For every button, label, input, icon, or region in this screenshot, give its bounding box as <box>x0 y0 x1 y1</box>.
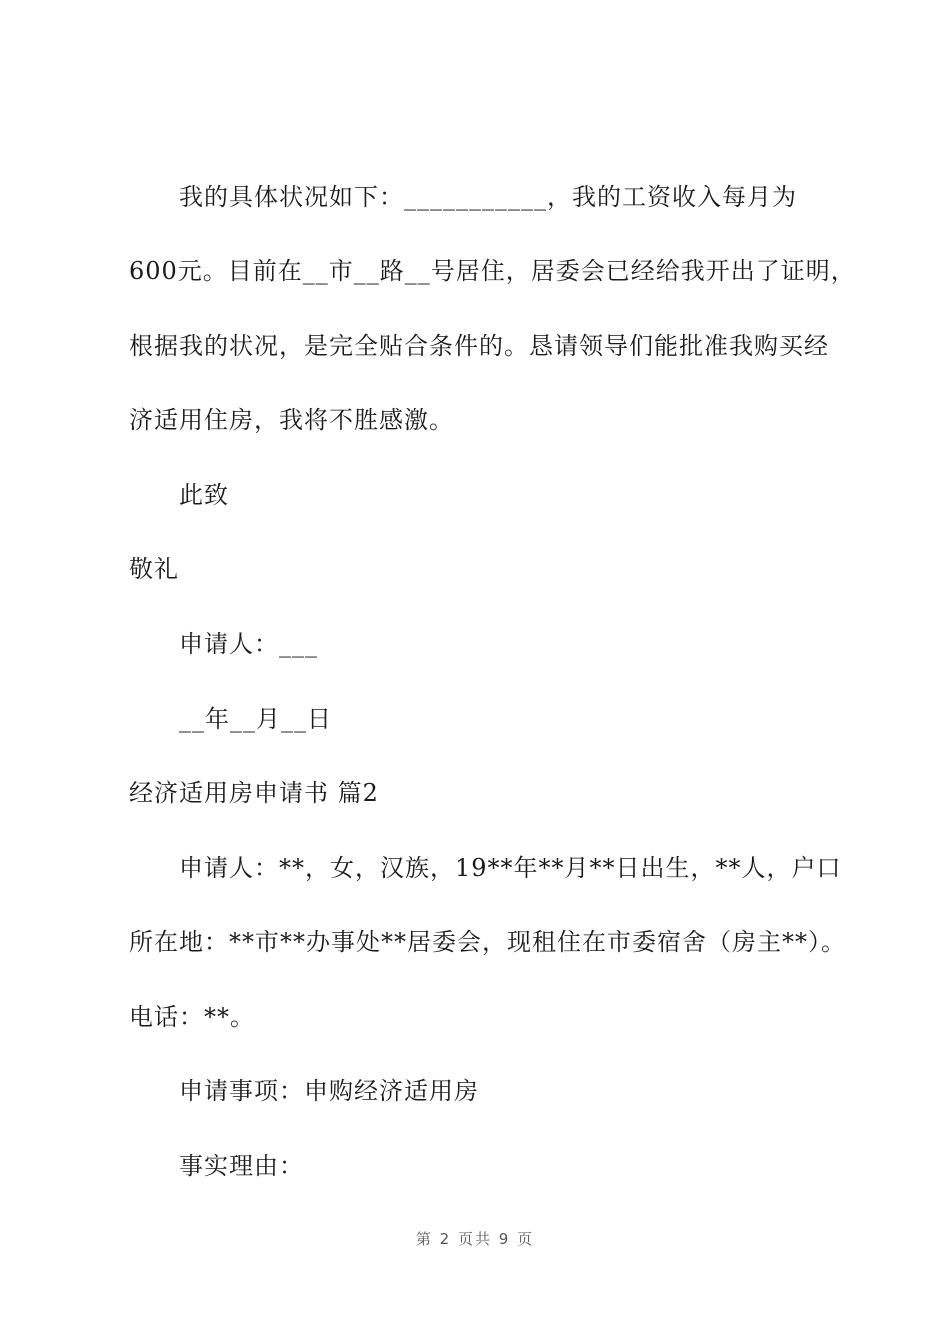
closing-line: 敬礼 <box>129 555 179 583</box>
application-item-line: 申请事项：申购经济适用房 <box>179 1077 479 1105</box>
applicant-info-line-1: 申请人：**，女，汉族，19**年**月**日出生，**人，户口 <box>179 854 842 882</box>
date-line: __年__月__日 <box>179 705 332 733</box>
salutation-line: 此致 <box>179 481 229 509</box>
applicant-signature-line: 申请人：___ <box>179 630 318 658</box>
phone-line: 电话：**。 <box>129 1003 255 1031</box>
paragraph-line-1: 我的具体状况如下：___________，我的工资收入每月为 <box>179 183 797 211</box>
reasons-heading: 事实理由： <box>179 1152 304 1180</box>
paragraph-line-4: 济适用住房，我将不胜感激。 <box>129 406 454 434</box>
section-heading: 经济适用房申请书 篇2 <box>129 779 379 807</box>
applicant-info-line-2: 所在地：**市**办事处**居委会，现租住在市委宿舍（房主**）。 <box>129 928 846 956</box>
paragraph-line-3: 根据我的状况，是完全贴合条件的。恳请领导们能批准我购买经 <box>129 332 829 360</box>
paragraph-line-2: 600元。目前在__市__路__号居住，居委会已经给我开出了证明， <box>129 257 856 285</box>
page-number-footer: 第 2 页共 9 页 <box>415 1230 535 1248</box>
